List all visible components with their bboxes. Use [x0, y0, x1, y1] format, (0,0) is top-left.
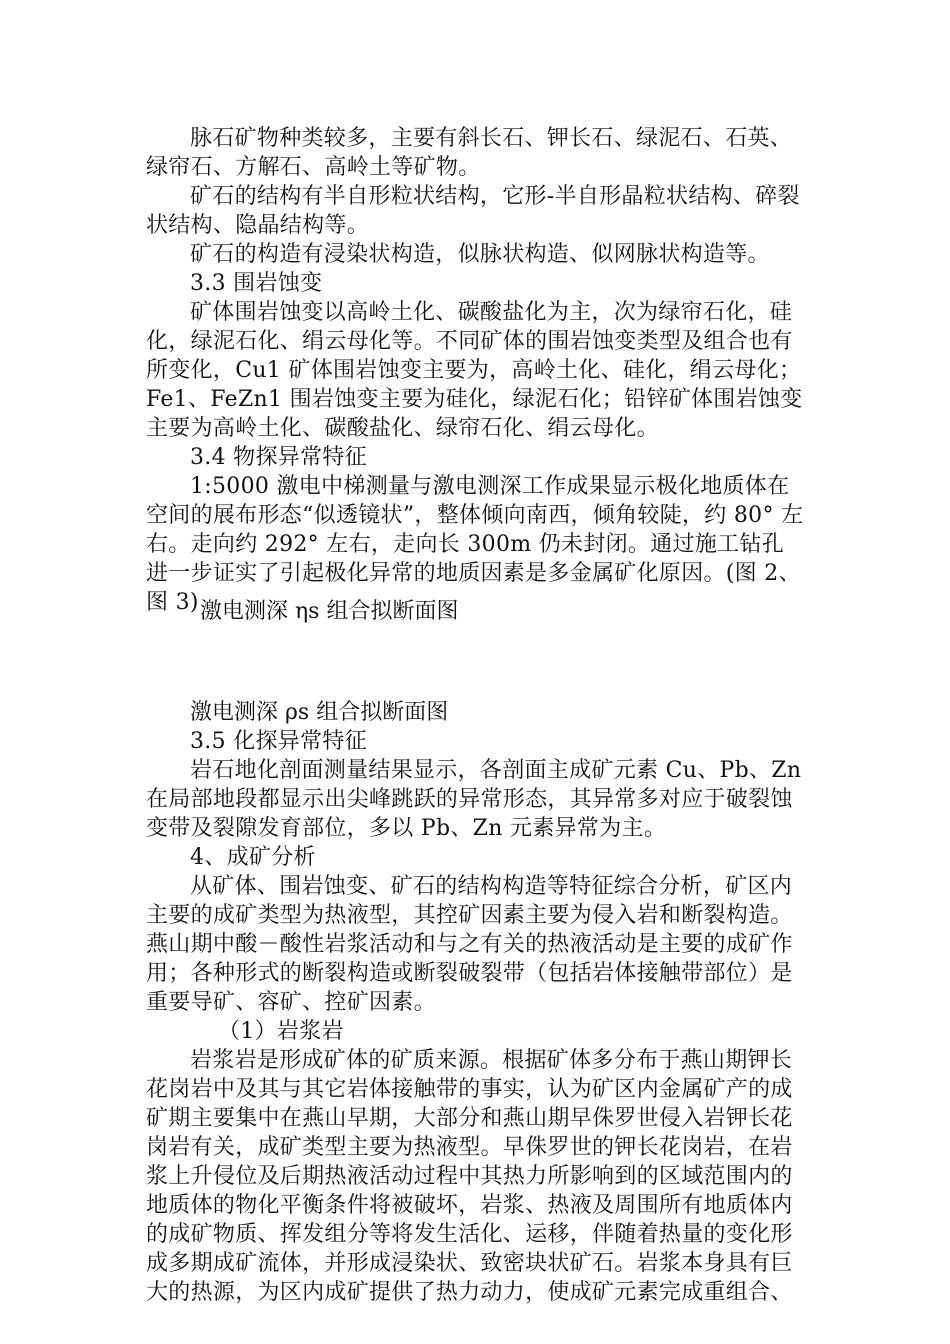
section-heading-3-3: 3.3 围岩蚀变: [190, 271, 323, 296]
section-heading-3-5: 3.5 化探异常特征: [190, 729, 367, 754]
bottom-text-block: [146, 727, 806, 1307]
subsection-heading-magmatic-rock: （1）岩浆岩: [218, 1019, 344, 1044]
figure-caption-rho: 激电测深 ρs 组合拟断面图: [190, 700, 449, 725]
ore-structure-paragraph: 矿石的构造有浸染状构造，似脉状构造、似网脉状构造等。: [190, 242, 770, 267]
geochemical-anomaly-paragraph: 岩石地化剖面测量结果显示，各剖面主成矿元素 Cu、Pb、Zn 在局部地段都显示出尖峰跳跃的异常形态，其异常多对应于破裂蚀变带及裂隙发育部位，多以 Pb、Zn 元素异常为主。: [146, 758, 802, 841]
section-heading-3-4: 3.4 物探异常特征: [190, 445, 367, 470]
wallrock-alteration-paragraph: 矿体围岩蚀变以高岭土化、碳酸盐化为主，次为绿帘石化，硅化，绿泥石化、绢云母化等。不同矿体的围岩蚀变类型及组合也有所变化，Cu1 矿体围岩蚀变主要为，高岭土化、硅化，绢云母化；Fe1、FeZn1 围岩蚀变主要为硅化，绿泥石化；铅锌矿体围岩蚀变主要为高岭土化、碳酸盐化、绿帘石化、绢云母化。: [146, 300, 803, 441]
top-text-block: [146, 124, 806, 617]
gangue-minerals-paragraph: 脉石矿物种类较多，主要有斜长石、钾长石、绿泥石、石英、绿帘石、方解石、高岭土等矿物。: [146, 126, 793, 180]
magmatic-rock-paragraph: 岩浆岩是形成矿体的矿质来源。根据矿体多分布于燕山期钾长花岗岩中及其与其它岩体接触带的事实，认为矿区内金属矿产的成矿期主要集中在燕山早期，大部分和燕山期早侏罗世侵入岩钾长花岗岩有关，成矿类型主要为热液型。早侏罗世的钾长花岗岩，在岩浆上升侵位及后期热液活动过程中其热力所影响到的区域范围内的地质体的物化平衡条件将被破坏，岩浆、热液及周围所有地质体内的成矿物质、挥发组分等将发生活化、运移，伴随着热量的变化形成多期成矿流体，并形成浸染状、致密块状矿石。岩浆本身具有巨大的热源，为区内成矿提供了热力动力，使成矿元素完成重组合、: [146, 1048, 793, 1305]
figure-caption-eta: 激电测深 ηs 组合拟断面图: [200, 599, 459, 624]
section-heading-4: 4、成矿分析: [190, 845, 316, 870]
ore-texture-paragraph: 矿石的结构有半自形粒状结构，它形-半自形晶粒状结构、碎裂状结构、隐晶结构等。: [146, 184, 800, 238]
geophysical-anomaly-paragraph: 1:5000 激电中梯测量与激电测深工作成果显示极化地质体在空间的展布形态“似透镜状”，整体倾向南西，倾角较陡，约 80° 左右。走向约 292° 左右，走向长 300m 仍未封闭。通过施工钻孔进一步证实了引起极化异常的地质因素是多金属矿化原因。(图 2、图 3): [146, 474, 804, 615]
mineralization-analysis-paragraph: 从矿体、围岩蚀变、矿石的结构构造等特征综合分析，矿区内主要的成矿类型为热液型，其控矿因素主要为侵入岩和断裂构造。燕山期中酸－酸性岩浆活动和与之有关的热液活动是主要的成矿作用；各种形式的断裂构造或断裂破裂带（包括岩体接触带部位）是重要导矿、容矿、控矿因素。: [146, 874, 793, 1015]
